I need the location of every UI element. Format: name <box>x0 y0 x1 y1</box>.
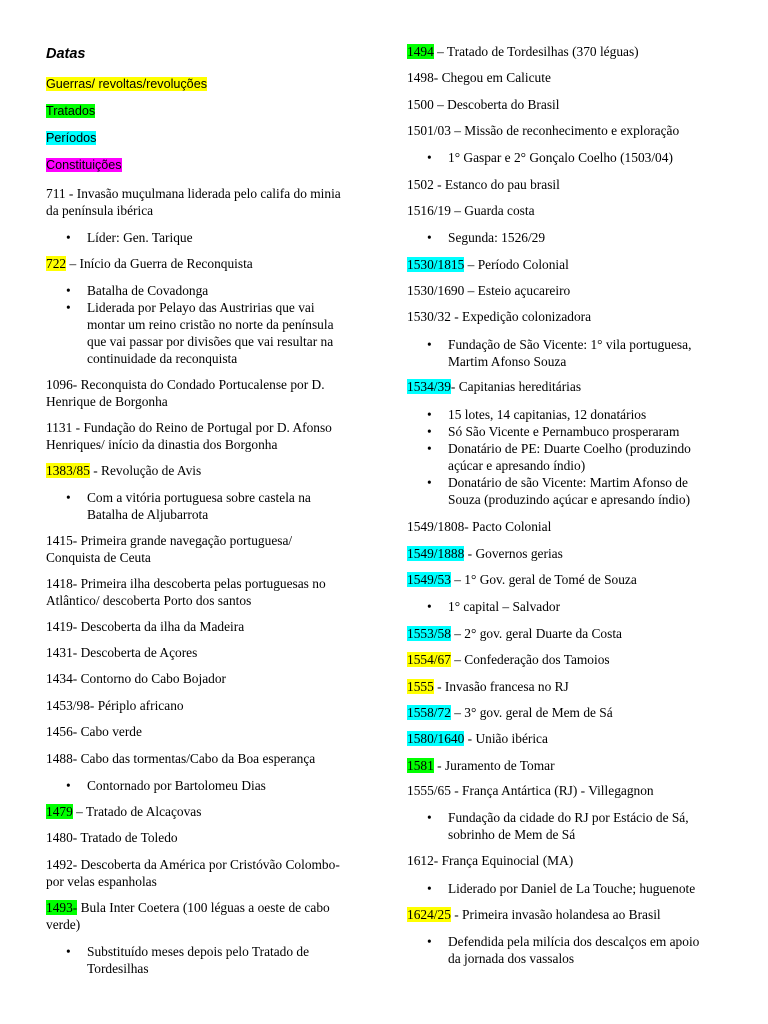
entry-1493-cont: verde) <box>46 917 81 932</box>
entry-1624-bullet-cont: da jornada dos vassalos <box>448 951 575 966</box>
entry-1131-cont: Henriques/ início da dinastia dos Borgonha <box>46 437 278 452</box>
entry-1549-bullet: • 1° capital – Salvador <box>427 599 561 614</box>
bullet-icon: • <box>427 881 432 896</box>
entry-1530-bullet-cont: Martim Afonso Souza <box>448 354 567 369</box>
legend-constitutions: Constituições <box>46 158 122 172</box>
entry-1492-cont: por velas espanholas <box>46 874 157 889</box>
bullet-icon: • <box>66 490 71 505</box>
entry-1530-colonial: 1530/1815 – Período Colonial <box>407 257 569 272</box>
bullet-icon: • <box>66 300 71 315</box>
entry-722-bullet-2-cont: que vai passar por divisões que vai resultar na <box>87 334 334 349</box>
entry-1488: 1488- Cabo das tormentas/Cabo da Boa esperança <box>46 751 316 766</box>
entry-1549-tome: 1549/53 – 1° Gov. geral de Tomé de Souza <box>407 572 637 587</box>
entry-711-bullet: • Líder: Gen. Tarique <box>66 230 193 245</box>
entry-722-bullet-1: • Batalha de Covadonga <box>66 283 209 298</box>
entry-1516: 1516/19 – Guarda costa <box>407 203 535 218</box>
bullet-icon: • <box>66 778 71 793</box>
entry-1096-cont: Henrique de Borgonha <box>46 394 168 409</box>
entry-1516-bullet: • Segunda: 1526/29 <box>427 230 546 245</box>
entry-1501: 1501/03 – Missão de reconhecimento e exploração <box>407 123 680 138</box>
entry-1534-bullet-3: • Donatário de PE: Duarte Coelho (produzindo <box>427 441 691 456</box>
entry-1415: 1415- Primeira grande navegação portuguesa/ <box>46 533 293 548</box>
entry-1493-bullet-cont: Tordesilhas <box>87 961 149 976</box>
entry-1431: 1431- Descoberta de Açores <box>46 645 198 660</box>
legend-wars: Guerras/ revoltas/revoluções <box>46 77 207 91</box>
entry-1554: 1554/67 – Confederação dos Tamoios <box>407 652 610 667</box>
bullet-icon: • <box>427 599 432 614</box>
entry-1131: 1131 - Fundação do Reino de Portugal por D. Afonso <box>46 420 332 435</box>
entry-1500: 1500 – Descoberta do Brasil <box>407 97 560 112</box>
entry-1479: 1479 – Tratado de Alcaçovas <box>46 804 202 819</box>
bullet-icon: • <box>427 407 432 422</box>
entry-722-bullet-2-cont: continuidade da reconquista <box>87 351 238 366</box>
entry-1530-acucar: 1530/1690 – Esteio açucareiro <box>407 283 571 298</box>
entry-1553: 1553/58 – 2° gov. geral Duarte da Costa <box>407 626 622 641</box>
entry-1419: 1419- Descoberta da ilha da Madeira <box>46 619 245 634</box>
entry-1498: 1498- Chegou em Calicute <box>407 70 551 85</box>
entry-1580: 1580/1640 - União ibérica <box>407 731 548 746</box>
entry-1493-bullet: • Substituído meses depois pelo Tratado de <box>66 944 310 959</box>
entry-1555-franca: 1555/65 - França Antártica (RJ) - Villegagnon <box>407 783 654 798</box>
entry-1558: 1558/72 – 3° gov. geral de Mem de Sá <box>407 705 613 720</box>
bullet-icon: • <box>427 230 432 245</box>
entry-722: 722 – Início da Guerra de Reconquista <box>46 256 253 271</box>
entry-1555-bullet: • Fundação da cidade do RJ por Estácio de Sá, <box>427 810 689 825</box>
entry-1534-bullet-4: • Donatário de são Vicente: Martim Afonso de <box>427 475 688 490</box>
entry-1549-pacto: 1549/1808- Pacto Colonial <box>407 519 552 534</box>
entry-1501-bullet: • 1° Gaspar e 2° Gonçalo Coelho (1503/04) <box>427 150 673 165</box>
entry-1488-bullet: • Contornado por Bartolomeu Dias <box>66 778 266 793</box>
entry-1383-bullet-cont: Batalha de Aljubarrota <box>87 507 209 522</box>
legend-title: Datas <box>46 46 86 62</box>
legend-treaties: Tratados <box>46 104 96 118</box>
entry-1418-cont: Atlântico/ descoberta Porto dos santos <box>46 593 252 608</box>
entry-1612-bullet: • Liderado por Daniel de La Touche; huguenote <box>427 881 696 896</box>
entry-1434: 1434- Contorno do Cabo Bojador <box>46 671 227 686</box>
entry-1534-bullet-2: • Só São Vicente e Pernambuco prosperaram <box>427 424 680 439</box>
bullet-icon: • <box>427 150 432 165</box>
entry-711-cont: da península ibérica <box>46 203 154 218</box>
entry-1555-invasao: 1555 - Invasão francesa no RJ <box>407 679 569 694</box>
bullet-icon: • <box>66 944 71 959</box>
bullet-icon: • <box>66 230 71 245</box>
entry-1383-bullet: • Com a vitória portuguesa sobre castela na <box>66 490 311 505</box>
entry-1456: 1456- Cabo verde <box>46 724 142 739</box>
bullet-icon: • <box>66 283 71 298</box>
entry-1624-bullet: • Defendida pela milícia dos descalços em apoio <box>427 934 700 949</box>
entry-1530-bullet: • Fundação de São Vicente: 1° vila portuguesa, <box>427 337 692 352</box>
entry-1624: 1624/25 - Primeira invasão holandesa ao Brasil <box>407 907 661 922</box>
entry-1418: 1418- Primeira ilha descoberta pelas portuguesas no <box>46 576 326 591</box>
bullet-icon: • <box>427 337 432 352</box>
entry-1415-cont: Conquista de Ceuta <box>46 550 151 565</box>
bullet-icon: • <box>427 424 432 439</box>
entry-1534-bullet-1: • 15 lotes, 14 capitanias, 12 donatários <box>427 407 647 422</box>
entry-1534: 1534/39- Capitanias hereditárias <box>407 379 582 394</box>
entry-1555-bullet-cont: sobrinho de Mem de Sá <box>448 827 576 842</box>
entry-1530-expedicao: 1530/32 - Expedição colonizadora <box>407 309 592 324</box>
entry-1096: 1096- Reconquista do Condado Portucalense por D. <box>46 377 325 392</box>
entry-1480: 1480- Tratado de Toledo <box>46 830 178 845</box>
entry-1502: 1502 - Estanco do pau brasil <box>407 177 560 192</box>
entry-1612: 1612- França Equinocial (MA) <box>407 853 574 868</box>
entry-1549-governos: 1549/1888 - Governos gerias <box>407 546 563 561</box>
bullet-icon: • <box>427 934 432 949</box>
legend-periods: Períodos <box>46 131 97 145</box>
bullet-icon: • <box>427 441 432 456</box>
entry-1383: 1383/85 - Revolução de Avis <box>46 463 202 478</box>
entry-722-bullet-2: • Liderada por Pelayo das Austririas que vai <box>66 300 315 315</box>
entry-1493: 1493- Bula Inter Coetera (100 léguas a oeste de cabo <box>46 900 330 915</box>
entry-1492: 1492- Descoberta da América por Cristóvão Colombo- <box>46 857 340 872</box>
bullet-icon: • <box>427 475 432 490</box>
entry-1494: 1494 – Tratado de Tordesilhas (370 léguas) <box>407 44 639 59</box>
entry-711: 711 - Invasão muçulmana liderada pelo califa do minia <box>46 186 341 201</box>
entry-1581: 1581 - Juramento de Tomar <box>407 758 555 773</box>
entry-1453: 1453/98- Périplo africano <box>46 698 184 713</box>
entry-722-bullet-2-cont: montar um reino cristão no norte da península <box>87 317 334 332</box>
entry-1534-bullet-3-cont: açúcar e apresando índio) <box>448 458 586 473</box>
entry-1534-bullet-4-cont: Souza (produzindo açúcar e apresando índio) <box>448 492 691 507</box>
bullet-icon: • <box>427 810 432 825</box>
